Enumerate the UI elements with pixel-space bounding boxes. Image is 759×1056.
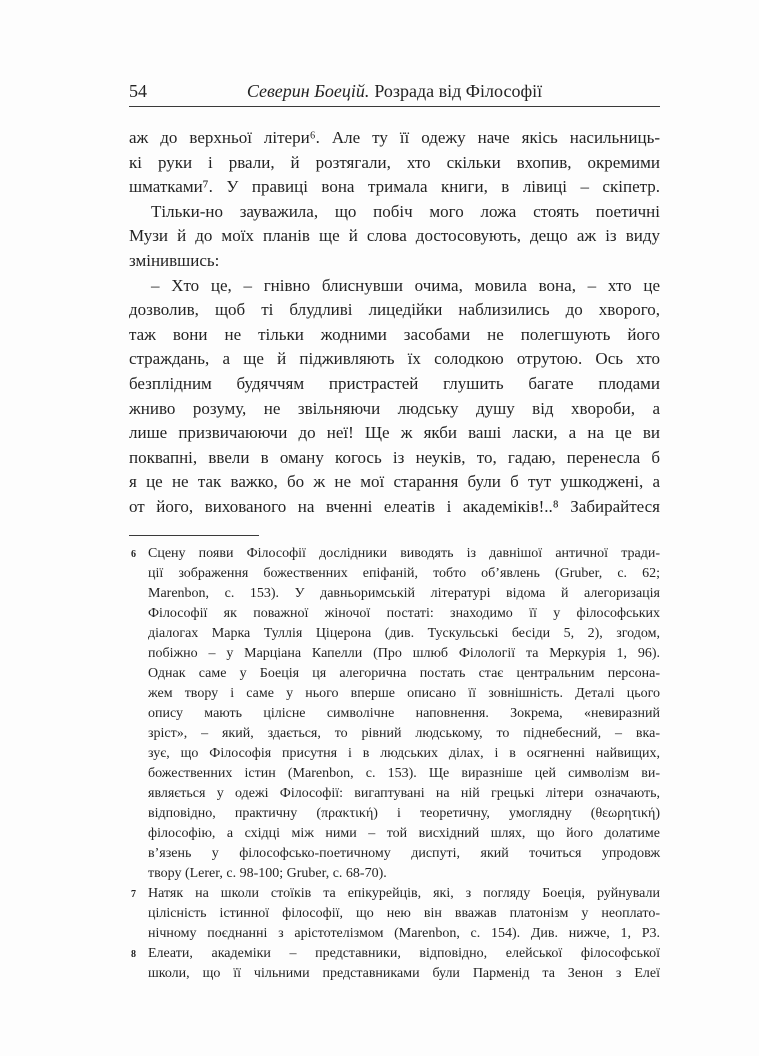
page-number: 54 [129, 81, 147, 101]
body-line: лише призвичаюючи до неї! Ще ж якби ваші ласки, а на це ви [129, 423, 660, 443]
footnote-8 [129, 944, 660, 984]
page-header [129, 81, 660, 107]
footnote-line: твору (Lerer, с. 98-100; Gruber, с. 68-70). [148, 865, 387, 881]
body-line: безплідним будяччям пристрастей глушить багате плодами [129, 373, 660, 393]
footnote-line: Сцену появи Філософії дослідники виводять із давнішої античної тради- [148, 545, 660, 561]
footnote-line: божественних істин (Marenbon, с. 153). Ще виразніше цей символізм ви- [148, 765, 660, 781]
footnote-line: зує, що Філософія присутня і в людських ділах, і в осягненні найвищих, [148, 745, 660, 761]
body-line: – Хто це, – гнівно блиснувши очима, мовила вона, – хто це [151, 275, 660, 295]
footnote-line: жем твору і саме у нього вперше описано її зовнішність. Деталі цього [148, 685, 660, 701]
footnote-line: побіжно – у Марціана Капелли (Про шлюб Філології та Меркурія 1, 96). [148, 645, 660, 661]
footnote-line: діалогах Марка Туллія Ціцерона (див. Тускульські бесіди 5, 2), згодом, [148, 625, 660, 641]
footnote-line: Натяк на школи стоїків та епікурейців, які, з погляду Боеція, руйнували [148, 885, 660, 901]
footnote-separator [129, 535, 259, 536]
running-title [199, 81, 660, 102]
body-text [129, 126, 660, 520]
body-line: таж вони не тільки жодними засобами не полегшують його [129, 324, 660, 344]
footnote-line: цілісність істинної філософії, що нею він вважав платонізм у неоплато- [148, 905, 660, 921]
footnote-line: Філософії як поважної жіночої постаті: знаходимо її у філософських [148, 605, 660, 621]
running-title-author: Северин Боецій. [246, 81, 370, 101]
footnote-line: Елеати, академіки – представники, відповідно, елейської філософської [148, 945, 660, 961]
footnote-marker: 8 [131, 948, 136, 960]
footnote-line: Marenbon, с. 153). У давньоримській літературі відома й алегоризація [148, 585, 660, 601]
footnote-line: відповідно, практичну (πρακτική) і теоретичну, умоглядну (θεωρητική) [148, 805, 660, 821]
footnote-marker: 7 [131, 888, 136, 900]
body-line: поквапні, ввели в оману когось із неуків, то, гадаю, перенесла б [129, 447, 660, 467]
footnote-line: являється у одежі Філософії: вигаптувані на ній грецькі літери означають, [148, 785, 660, 801]
footnote-line: школи, що її чільними представниками були Парменід та Зенон з Елеї [148, 965, 660, 981]
footnote-6 [129, 544, 660, 884]
body-line: шматками⁷. У правиці вона тримала книги, в лівиці – скіпетр. [129, 177, 660, 197]
body-line: аж до верхньої літери⁶. Але ту її одежу наче якісь насильниць- [129, 128, 660, 147]
footnote-line: в’язень у філософсько-поетичному диспуті, який точиться упродовж [148, 845, 660, 861]
footnote-line: опису мають цілісне символічне наповнення. Зокрема, «невиразний [148, 705, 660, 721]
running-title-work: Розрада від Філософії [374, 81, 543, 101]
body-line: змінившись: [129, 250, 220, 270]
body-line: жниво розуму, не звільняючи людську душу від хвороби, а [129, 398, 660, 418]
body-line: Тільки-но зауважила, що побіч мого ложа стоять поетичні [151, 201, 660, 221]
body-line: от його, вихованого на вченні елеатів і академіків!..⁸ Забирайтеся [129, 496, 660, 516]
text-block [129, 81, 660, 984]
body-line: я це не так важко, бо ж не мої старання були б тут ушкоджені, а [129, 472, 660, 492]
footnote-line: зріст», – який, здається, то рівний людському, то піднебесний, – вка- [148, 725, 660, 741]
footnote-line: філософію, а східці між ними – той висхідний шлях, що його долатиме [148, 825, 660, 841]
body-line: кі руки і рвали, й розтягали, хто скільки вхопив, окремими [129, 152, 660, 172]
body-line: Музи й до моїх планів ще й слова достосовують, дещо аж із виду [129, 226, 660, 246]
body-line: страждань, а ще й підживляють їх солодкою отрутою. Ось хто [129, 349, 660, 369]
footnote-line: Однак саме у Боеція ця алегорична постать стає центральним персона- [148, 665, 660, 681]
footnote-line: нічному поєднанні з арістотелізмом (Marenbon, с. 154). Див. нижче, 1, Р3. [148, 925, 660, 941]
footnote-marker: 6 [131, 548, 136, 560]
footnotes [129, 544, 660, 984]
footnote-7 [129, 884, 660, 944]
body-line: дозволив, щоб ті блудливі лицедійки наблизились до хворого, [129, 300, 660, 320]
footnote-line: ції зображення божественних епіфаній, тобто об’явлень (Gruber, с. 62; [148, 565, 660, 581]
